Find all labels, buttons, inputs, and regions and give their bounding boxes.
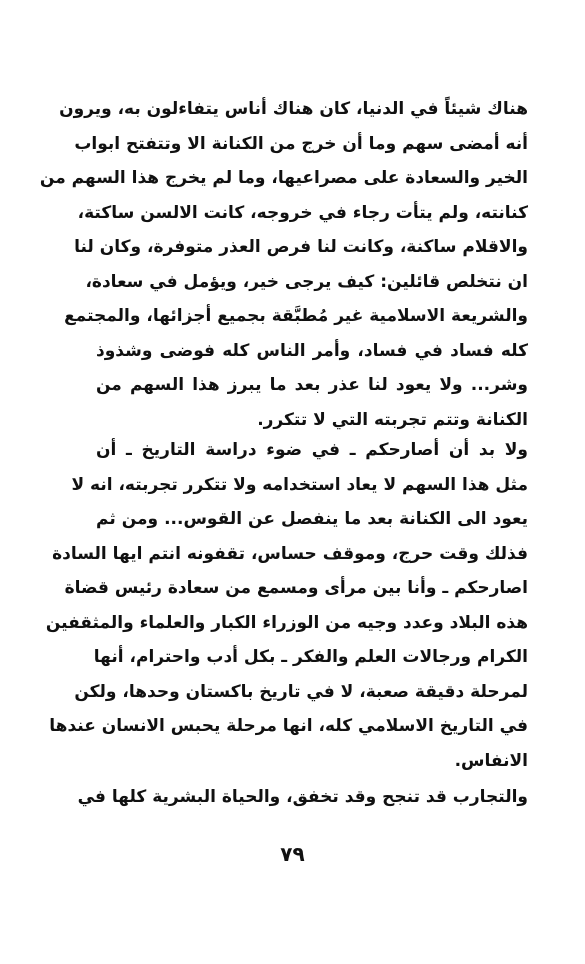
text-line: أنه أمضى سهم وما أن خرج من الكنانة الا وتتفتح ابواب	[74, 133, 528, 154]
paragraph-2	[45, 433, 528, 778]
paragraph-3	[77, 780, 528, 815]
text-line: هناك شيئاً في الدنيا، كان هناك أناس يتفاءلون به، ويرون	[59, 99, 528, 119]
page-number: ٧٩	[280, 842, 305, 866]
text-line: والشريعة الاسلامية غير مُطبَّقة بجميع أجزائها، والمجتمع	[64, 306, 528, 326]
text-line: يعود الى الكنانة بعد ما ينفصل عن القوس... ومن ثم	[96, 509, 528, 529]
text-line: ان نتخلص قائلين: كيف يرجى خير، ويؤمل في سعادة،	[85, 271, 528, 292]
text-line: فذلك وقت حرج، وموقف حساس، تقفونه انتم ايها السادة	[52, 543, 528, 564]
text-line: الانفاس.	[454, 750, 528, 771]
text-line: وشر... ولا يعود لنا عذر بعد ما يبرز هذا السهم من	[96, 375, 528, 395]
text-line: مثل هذا السهم لا يعاد استخدامه ولا تتكرر تجربته، انه لا	[71, 474, 528, 495]
text-line: الكنانة وتتم تجربته التي لا تتكرر.	[257, 409, 528, 430]
text-line: اصارحكم ـ وأنا بين مرأى ومسمع من سعادة رئيس قضاة	[64, 578, 528, 598]
text-line: هذه البلاد وعدد وجيه من الوزراء الكبار والعلماء والمثقفين	[45, 612, 528, 633]
text-line: ولا بد أن أصارحكم ـ في ضوء دراسة التاريخ ـ أن	[96, 440, 528, 460]
text-line: كله فساد في فساد، وأمر الناس كله فوضى وشذوذ	[96, 340, 528, 361]
text-line: في التاريخ الاسلامي كله، انها مرحلة يحبس الانسان عندها	[49, 716, 528, 736]
text-line: والاقلام ساكنة، وكانت لنا فرص العذر متوفرة، وكان لنا	[74, 237, 528, 257]
paragraph-1	[39, 92, 528, 437]
text-line: لمرحلة دقيقة صعبة، لا في تاريخ باكستان وحدها، ولكن	[74, 681, 528, 702]
text-line: الخير والسعادة على مصراعيها، وما لم يخرج هذا السهم من	[39, 168, 528, 188]
text-line: كنانته، ولم يتأت رجاء في خروجه، كانت الالسن ساكتة،	[77, 202, 528, 223]
text-line: والتجارب قد تنجح وقد تخفق، والحياة البشرية كلها في	[77, 787, 528, 807]
text-line: الكرام ورجالات العلم والفكر ـ بكل أدب واحترام، أنها	[93, 647, 528, 667]
